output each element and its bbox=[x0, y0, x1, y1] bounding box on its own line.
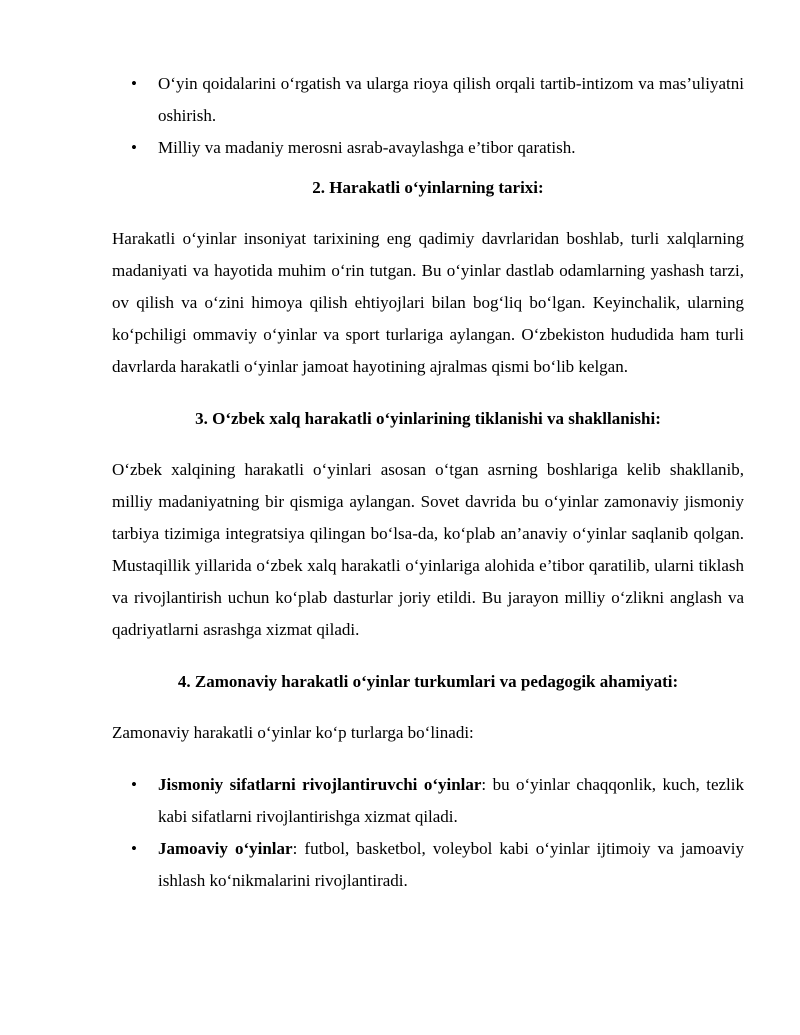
list-item-desc: : futbol, basketbol, voleybol kabi o‘yinlar ijtimoiy va jamoaviy ishlash ko‘nikmalarini rivojlantiradi. bbox=[158, 839, 745, 890]
list-item bbox=[112, 132, 744, 164]
section-2-paragraph: Harakatli o‘yinlar insoniyat tarixining eng qadimiy davrlaridan boshlab, turli xalqlarning madaniyati va hayotida muhim o‘rin tutgan. Bu o‘yinlar dastlab odamlarning yashash tarzi, ov qilish va o‘zini himoya qilish ehtiyojlari bilan bog‘liq bo‘lgan. Keyinchalik, ularning ko‘pchiligi ommaviy o‘yinlar va sport turlariga aylangan. O‘zbekiston hududida ham turli davrlarda harakatli o‘yinlar jamoat hayotining ajralmas qismi bo‘lib kelgan. bbox=[112, 229, 744, 376]
bullet-icon: • bbox=[131, 74, 137, 93]
list-item-desc: : bu o‘yinlar chaqqonlik, kuch, tezlik kabi sifatlarni rivojlantirishga xizmat qiladi. bbox=[158, 775, 744, 826]
bullet-icon: • bbox=[131, 839, 137, 858]
section-3-heading: 3. O‘zbek xalq harakatli o‘yinlarining tiklanishi va shakllanishi: bbox=[195, 409, 661, 428]
section-4-intro: Zamonaviy harakatli o‘yinlar ko‘p turlarga bo‘linadi: bbox=[112, 723, 474, 742]
list-item bbox=[112, 68, 744, 132]
section-3-paragraph: O‘zbek xalqining harakatli o‘yinlari asosan o‘tgan asrning boshlariga kelib shakllanib, milliy madaniyatning bir qismiga aylangan. Sovet davrida bu o‘yinlar zamonaviy jismoniy tarbiya tizimiga integratsiya qilingan bo‘lsa-da, ko‘plab an’anaviy o‘yinlar saqlanib qolgan. Mustaqillik yillarida o‘zbek xalq harakatli o‘yinlariga alohida e’tibor qaratilib, ularni tiklash va rivojlantirish uchun ko‘plab dasturlar joriy etildi. Bu jarayon milliy o‘zlikni anglash va qadriyatlarni asrashga xizmat qiladi. bbox=[112, 460, 744, 639]
document-page bbox=[112, 68, 744, 897]
bullet-icon: • bbox=[131, 775, 137, 794]
list-item-text: Milliy va madaniy merosni asrab-avaylashga e’tibor qaratish. bbox=[158, 138, 576, 157]
top-bullet-list bbox=[112, 68, 744, 164]
list-item-term: Jismoniy sifatlarni rivojlantiruvchi o‘yinlar bbox=[158, 775, 482, 794]
section-2-heading: 2. Harakatli o‘yinlarning tarixi: bbox=[312, 178, 544, 197]
section-4-heading: 4. Zamonaviy harakatli o‘yinlar turkumlari va pedagogik ahamiyati: bbox=[177, 672, 679, 691]
list-item-term: Jamoaviy o‘yinlar bbox=[158, 839, 293, 858]
bullet-icon: • bbox=[131, 138, 137, 157]
list-item bbox=[112, 833, 744, 897]
list-item-text: O‘yin qoidalarini o‘rgatish va ularga rioya qilish orqali tartib-intizom va mas’uliyatni oshirish. bbox=[158, 74, 744, 125]
section-4-bullet-list bbox=[112, 769, 744, 897]
list-item bbox=[112, 769, 744, 833]
